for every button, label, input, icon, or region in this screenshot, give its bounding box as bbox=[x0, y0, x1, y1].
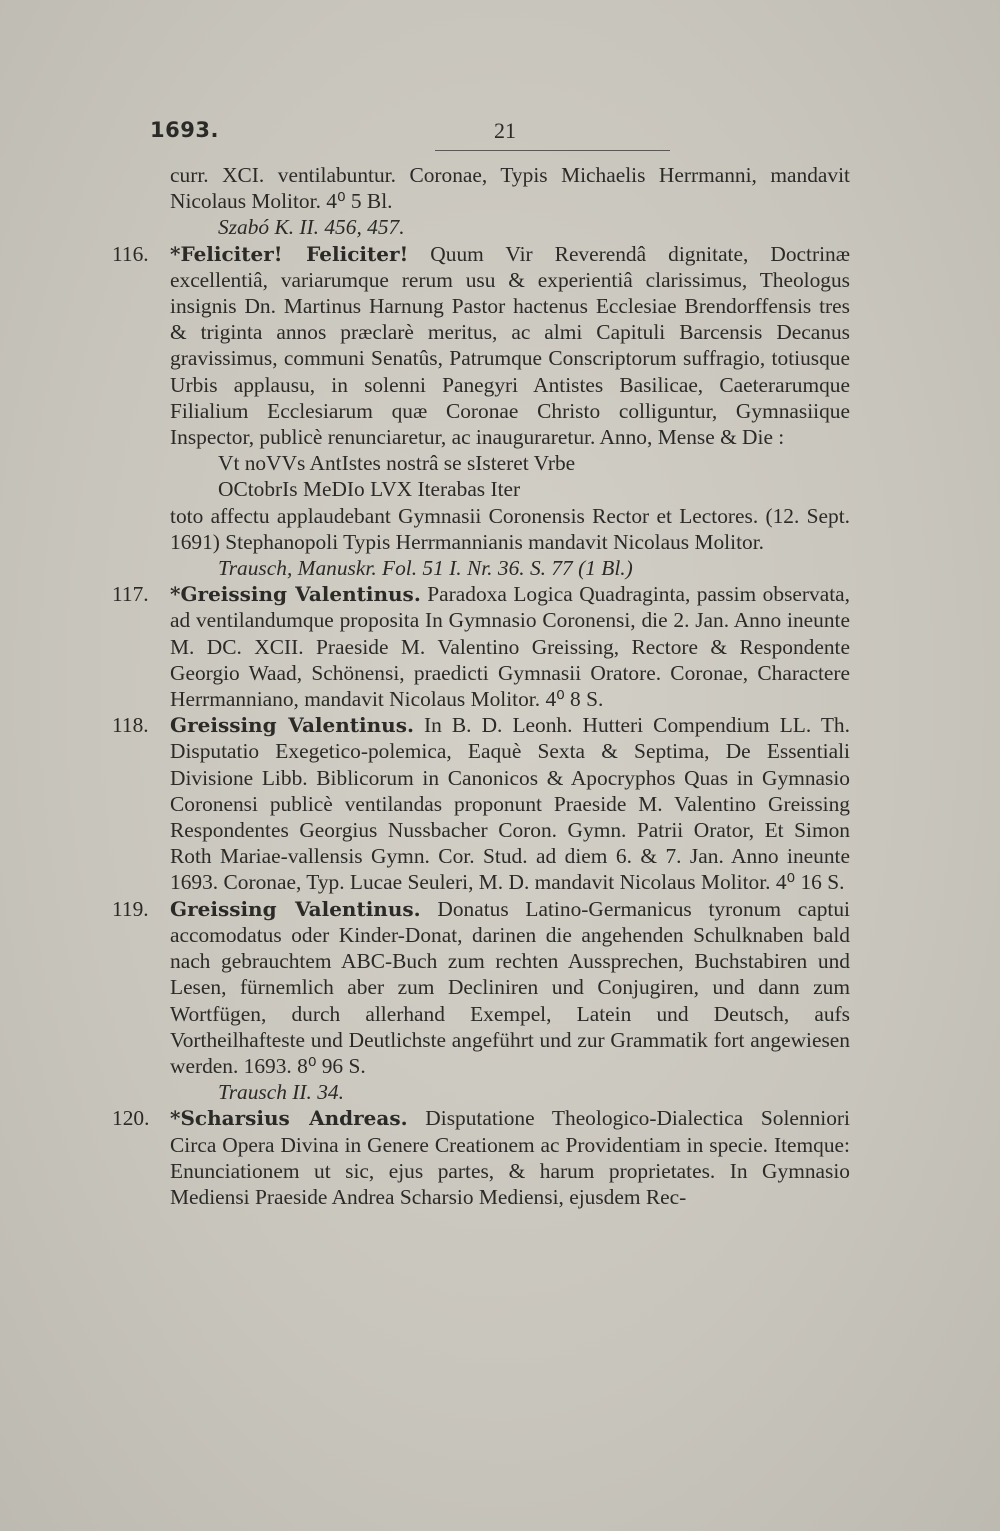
entry-author: Greissing Valentinus. bbox=[170, 713, 414, 738]
entry-number: 117. bbox=[112, 582, 149, 607]
page-header bbox=[150, 118, 850, 158]
entry-author: *Feliciter! Feliciter! bbox=[170, 241, 409, 266]
entry-text: Disputatione Theologico-Dialectica Solenniori Circa Opera Divina in Genere Creationem ac Providentiam in specie. Itemque: Enunciationem ut sic, ejus partes, & harum proprietates. In Gymnasio Mediensi Praeside Andrea Scharsio Mediensi, ejusdem Rec- bbox=[170, 1106, 850, 1209]
chronogram-line: OCtobrIs MeDIo LVX Iterabas Iter bbox=[218, 477, 521, 502]
entry-119 bbox=[112, 896, 850, 1106]
page-number: 21 bbox=[494, 118, 516, 143]
entry-number: 119. bbox=[112, 896, 149, 921]
entry-text: Quum Vir Reverendâ dignitate, Doctrinæ excellentiâ, variarumque rerum usu & experientiâ clarissimus, Theologus insignis Dn. Martinus Harnung Pastor hactenus Ecclesiae Brendorffensis tres & triginta annos præclarè meritus, ac almi Capituli Barcensis Decanus gravissimus, communi Senatûs, Patrumque Conscriptorum suffragio, totiusque Urbis applausu, in solenni Panegyri Antistes Basilicae, Caeterarumque Filialium Ecclesiarum quæ Coronae Christo colliguntur, Gymnasiique Inspector, publicè renunciaretur, ac inauguraretur. Anno, Mense & Die : bbox=[170, 241, 850, 450]
entry-continuation bbox=[170, 162, 850, 241]
entry-text-continued: toto affectu applaudebant Gymnasii Coronensis Rector et Lectores. (12. Sept. 1691) Stephanopoli Typis Herrmannianis mandavit Nicolaus Molitor. bbox=[170, 503, 850, 554]
header-rule bbox=[435, 150, 670, 151]
entry-text: In B. D. Leonh. Hutteri Compendium LL. Th. Disputatio Exegetico-polemica, Eaquè Sexta & Septima, De Essentiali Divisione Libb. Biblicorum in Canonicos & Apocryphos Quas in Gymnasio Coronensi publicè ventilandas proponunt Praeside M. Valentino Greissing Respondentes Georgius Nussbacher Coron. Gymn. Patrii Orator, Et Simon Roth Mariae-vallensis Gymn. Cor. Stud. ad diem 6. & 7. Jan. Anno ineunte 1693. Coronae, Typ. Lucae Seuleri, M. D. mandavit Nicolaus Molitor. 4⁰ 16 S. bbox=[170, 713, 850, 895]
entry-number: 120. bbox=[112, 1106, 150, 1131]
entry-citation: Trausch II. 34. bbox=[218, 1080, 344, 1105]
entry-number: 116. bbox=[112, 241, 149, 266]
running-year: 1693. bbox=[150, 118, 219, 142]
entry-text: curr. XCI. ventilabuntur. Coronae, Typis Michaelis Herrmanni, mandavit Nicolaus Molitor. 4⁰ 5 Bl. bbox=[170, 163, 850, 214]
chronogram-line: Vt noVVs AntIstes nostrâ se sIsteret Vrbe bbox=[218, 451, 576, 476]
entry-number: 118. bbox=[112, 713, 149, 738]
entry-117 bbox=[112, 581, 850, 712]
page-body bbox=[112, 162, 850, 1210]
entry-author: *Scharsius Andreas. bbox=[170, 1106, 408, 1131]
entry-author: Greissing Valentinus. bbox=[170, 896, 421, 921]
entry-citation: Szabó K. II. 456, 457. bbox=[218, 215, 405, 240]
entry-text: Donatus Latino-Germanicus tyronum captui accomodatus oder Kinder-Donat, darinen die angehenden Schulknaben bald nach gebrauchtem ABC-Buch zum rechten Aussprechen, Buchstabiren und Lesen, fürnemlich aber zum Decliniren und Conjugiren, und dann zum Wortfügen, durch allerhand Exempel, Latein und Deutsch, aufs Vortheilhafteste und Deutlichste angeführt und zur Grammatik fort angewiesen werden. 1693. 8⁰ 96 S. bbox=[170, 896, 850, 1078]
entry-citation: Trausch, Manuskr. Fol. 51 I. Nr. 36. S. 77 (1 Bl.) bbox=[218, 556, 633, 581]
entry-120 bbox=[112, 1105, 850, 1210]
entry-118 bbox=[112, 712, 850, 895]
entry-text: Paradoxa Logica Quadraginta, passim observata, ad ventilandumque proposita In Gymnasio Coronensi, die 2. Jan. Anno ineunte M. DC. XCII. Praeside M. Valentino Greissing, Rectore & Respondente Georgio Waad, Schönensi, praedicti Gymnasii Oratore. Coronae, Charactere Herrmanniano, mandavit Nicolaus Molitor. 4⁰ 8 S. bbox=[170, 582, 850, 712]
entry-author: *Greissing Valentinus. bbox=[170, 582, 421, 607]
entry-116 bbox=[112, 241, 850, 582]
